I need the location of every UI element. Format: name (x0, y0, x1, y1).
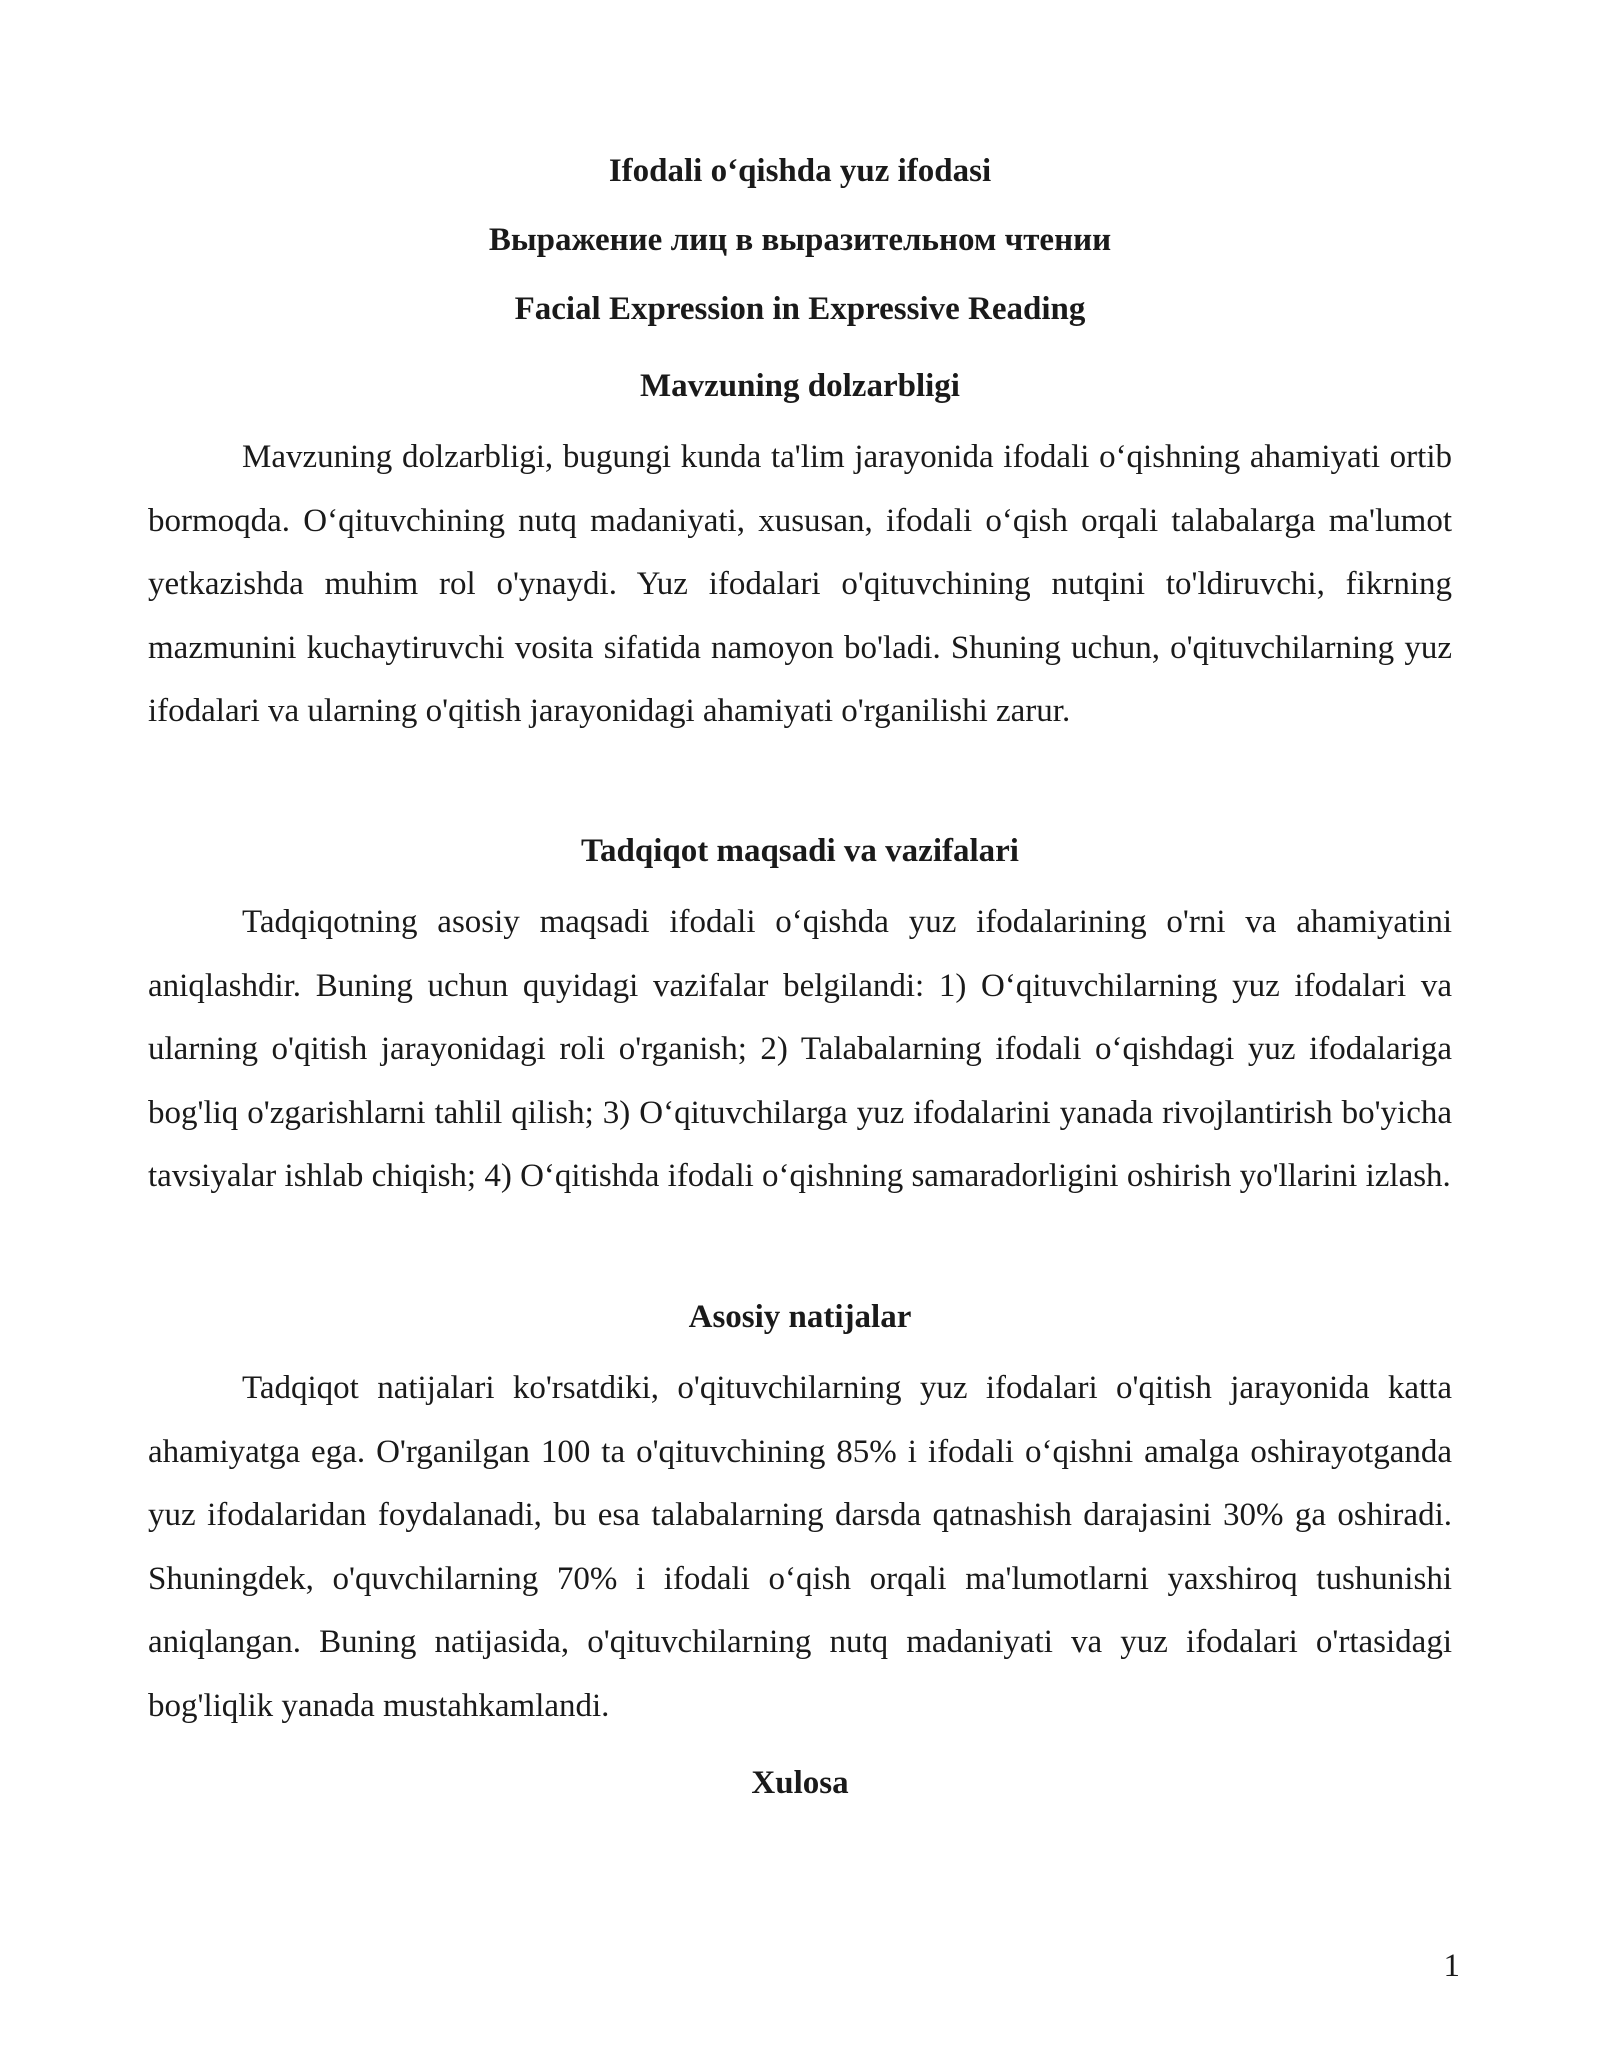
section-paragraph-goals: Tadqiqotning asosiy maqsadi ifodali o‘qishda yuz ifodalarining o'rni va ahamiyatini aniqlashdir. Buning uchun quyidagi vazifalar belgilandi: 1) O‘qituvchilarning yuz ifodalari va ularning o'qitish jarayonidagi roli o'rganish; 2) Talabalarning ifodali o‘qishdagi yuz ifodalariga bog'liq o'zgarishlarni tahlil qilish; 3) O‘qituvchilarga yuz ifodalarini yanada rivojlantirish bo'yicha tavsiyalar ishlab chiqish; 4) O‘qitishda ifodali o‘qishning samaradorligini oshirish yo'llarini izlash. (148, 904, 1452, 1194)
title-block (148, 137, 1452, 344)
title-english: Facial Expression in Expressive Reading (514, 291, 1086, 327)
title-uzbek: Ifodali o‘qishda yuz ifodasi (608, 153, 992, 189)
section-heading-results: Asosiy natijalar (688, 1299, 912, 1335)
section-paragraph-results: Tadqiqot natijalari ko'rsatdiki, o'qituvchilarning yuz ifodalari o'qitish jarayonida katta ahamiyatga ega. O'rganilgan 100 ta o'qituvchining 85% i ifodali o‘qishni amalga oshirayotganda yuz ifodalaridan foydalanadi, bu esa talabalarning darsda qatnashish darajasini 30% ga oshiradi. Shuningdek, o'quvchilarning 70% i ifodali o‘qish orqali ma'lumotlarni yaxshiroq tushunishi aniqlangan. Buning natijasida, o'qituvchilarning nutq madaniyati va yuz ifodalari o'rtasidagi bog'liqlik yanada mustahkamlandi. (148, 1370, 1452, 1724)
page-number: 1 (1443, 1948, 1460, 1984)
title-russian: Выражение лиц в выразительном чтении (488, 222, 1112, 258)
section-heading-conclusion: Xulosa (751, 1765, 849, 1801)
section-heading-relevance: Mavzuning dolzarbligi (640, 368, 960, 404)
section-paragraph-relevance: Mavzuning dolzarbligi, bugungi kunda ta'lim jarayonida ifodali o‘qishning ahamiyati ortib bormoqda. O‘qituvchining nutq madaniyati, xususan, ifodali o‘qish orqali talabalarga ma'lumot yetkazishda muhim rol o'ynaydi. Yuz ifodalari o'qituvchining nutqini to'ldiruvchi, fikrning mazmunini kuchaytiruvchi vosita sifatida namoyon bo'ladi. Shuning uchun, o'qituvchilarning yuz ifodalari va ularning o'qitish jarayonidagi ahamiyati o'rganilishi zarur. (148, 439, 1452, 729)
section-heading-goals: Tadqiqot maqsadi va vazifalari (581, 833, 1019, 869)
